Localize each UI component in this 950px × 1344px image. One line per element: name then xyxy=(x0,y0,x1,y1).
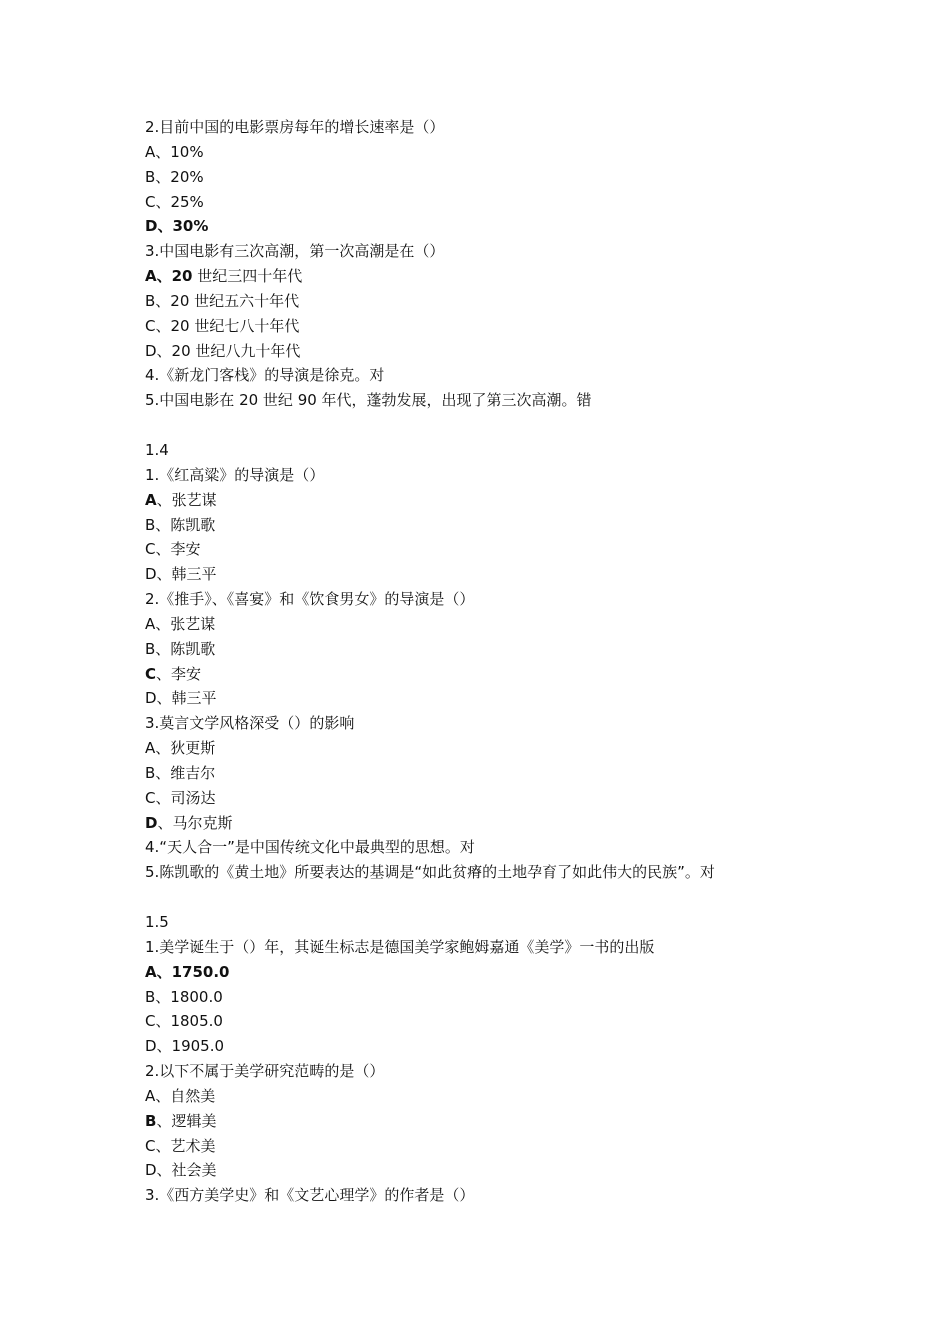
text-line xyxy=(145,811,845,836)
blank-line xyxy=(145,413,845,438)
text-line: A、狄更斯 xyxy=(145,739,216,758)
answer-text: 、李安 xyxy=(156,664,202,683)
answer-marker: D xyxy=(145,813,158,832)
answer-marker: A xyxy=(145,490,157,509)
text-line: B、1800.0 xyxy=(145,987,223,1006)
text-line: 3.中国电影有三次高潮，第一次高潮是在（） xyxy=(145,242,445,261)
text-line: 3.莫言文学风格深受（）的影响 xyxy=(145,714,355,733)
text-line: 5.陈凯歌的《黄土地》所要表达的基调是“如此贫瘠的土地孕育了如此伟大的民族”。对 xyxy=(145,863,715,882)
answer-marker: A、20 xyxy=(145,267,193,286)
text-line: C、司汤达 xyxy=(145,788,216,807)
blank-line xyxy=(145,885,845,910)
answer-marker: B xyxy=(145,1111,157,1130)
text-line: D、社会美 xyxy=(145,1161,217,1180)
document-page xyxy=(145,115,845,1208)
text-line: 1.美学诞生于（）年，其诞生标志是德国美学家鲍姆嘉通《美学》一书的出版 xyxy=(145,937,655,956)
answer-marker: C xyxy=(145,664,157,683)
text-line: C、25% xyxy=(145,192,204,211)
text-line: A、10% xyxy=(145,142,204,161)
text-line: B、20% xyxy=(145,167,204,186)
text-line: 5.中国电影在 20 世纪 90 年代，蓬勃发展，出现了第三次高潮。错 xyxy=(145,391,592,410)
text-line: 1.5 xyxy=(145,913,169,931)
text-line: C、20 世纪七八十年代 xyxy=(145,316,300,335)
text-line: B、陈凯歌 xyxy=(145,639,216,658)
text-line: D、1905.0 xyxy=(145,1037,225,1056)
text-line: D、韩三平 xyxy=(145,689,217,708)
text-line: 2.《推手》、《喜宴》和《饮食男女》的导演是（） xyxy=(145,590,475,609)
text-line: B、维吉尔 xyxy=(145,763,216,782)
text-line xyxy=(145,488,845,513)
answer-text: 、张艺谋 xyxy=(156,490,217,509)
answer-text: 、逻辑美 xyxy=(156,1111,217,1130)
text-line: 1.4 xyxy=(145,440,169,459)
text-line: D、20 世纪八九十年代 xyxy=(145,341,301,360)
text-line xyxy=(145,264,845,289)
text-line: B、陈凯歌 xyxy=(145,515,216,534)
text-line: C、艺术美 xyxy=(145,1136,216,1155)
text-line: D、30% xyxy=(145,217,209,236)
text-line: A、自然美 xyxy=(145,1086,216,1105)
text-line: A、1750.0 xyxy=(145,962,230,981)
text-line: C、1805.0 xyxy=(145,1012,223,1031)
text-line: 4.《新龙门客栈》的导演是徐克。对 xyxy=(145,366,385,385)
answer-text: 、马尔克斯 xyxy=(157,813,233,832)
text-line: 4.“天人合一”是中国传统文化中最典型的思想。对 xyxy=(145,838,475,857)
text-line: 3.《西方美学史》和《文艺心理学》的作者是（） xyxy=(145,1186,475,1205)
text-line: B、20 世纪五六十年代 xyxy=(145,291,300,310)
text-line xyxy=(145,662,845,687)
text-line: 2.目前中国的电影票房每年的增长速率是（） xyxy=(145,118,445,136)
text-line: A、张艺谋 xyxy=(145,614,216,633)
text-line xyxy=(145,1109,845,1134)
text-line: D、韩三平 xyxy=(145,565,217,584)
text-line: C、李安 xyxy=(145,540,201,559)
text-line: 1.《红高粱》的导演是（） xyxy=(145,465,325,484)
answer-text: 世纪三四十年代 xyxy=(192,267,303,286)
text-line: 2.以下不属于美学研究范畴的是（） xyxy=(145,1062,385,1081)
